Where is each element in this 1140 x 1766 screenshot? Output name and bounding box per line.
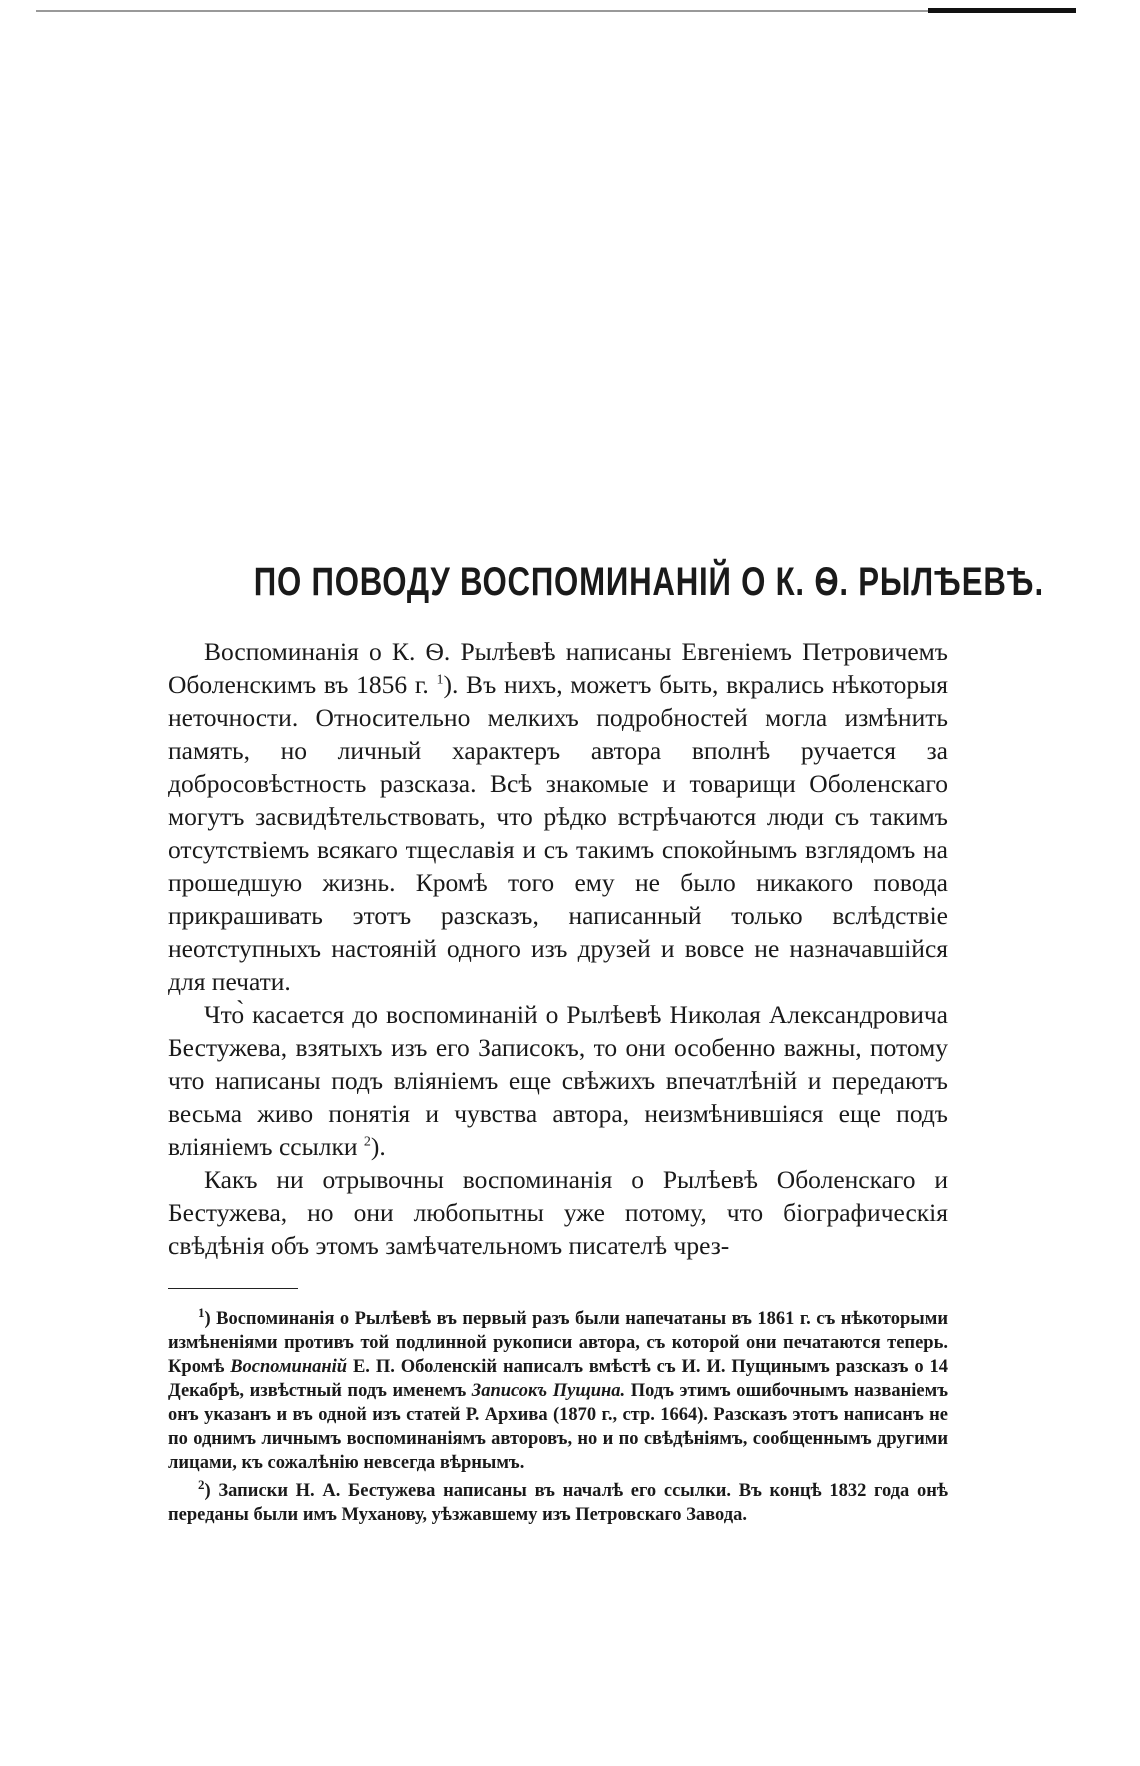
body-text [168,635,948,1262]
paragraph-3-text-a: Какъ ни отрывочны воспоминанія о Рылѣевѣ Оболенскаго и Бестужева, но они любопытны уже потому, что біографическія свѣдѣнія объ этомъ замѣчательномъ писателѣ чрез- [168,1165,948,1260]
page-title: ПО ПОВОДУ ВОСПОМИНАНІЙ О К. Ѳ. РЫЛѢЕВѢ. [253,560,1045,604]
footnote-1-text-b: Е. П. Оболенскій написалъ вмѣстѣ съ И. И. Пущинымъ разсказъ о 14 Декабрѣ, извѣстный подъ именемъ [168,1357,948,1401]
paragraph-2 [168,998,948,1163]
footnote-2-text-a: ) Записки Н. А. Бестужева написаны въ началѣ его ссылки. Въ концѣ 1832 года онѣ переданы были имъ Муханову, уѣзжавшему изъ Петровскаго Завода. [168,1481,948,1525]
footnote-1-italic-2: Записокъ Пущина. [471,1381,626,1401]
footnote-1-text-c: Подъ этимъ ошибочнымъ названіемъ онъ указанъ и въ одной изъ статей Р. Архива (1870 г., стр. 1664). Разсказъ этотъ написанъ не по однимъ личнымъ воспоминаніямъ авторовъ, но и по свѣдѣніямъ, сообщеннымъ другими лицами, къ сожалѣнію невсегда вѣрнымъ. [168,1381,948,1473]
paragraph-1 [168,635,948,998]
paragraph-1-text-a: Воспоминанія о К. Ѳ. Рылѣевѣ написаны Евгеніемъ Петровичемъ Оболенскимъ въ 1856 г. [168,637,948,699]
footnote-1 [168,1304,948,1475]
top-edge-rule [36,10,1076,12]
paragraph-2-text-a: Что̀ касается до воспоминаній о Рылѣевѣ Николая Александровича Бестужева, взятыхъ изъ его Записокъ, то они особенно важны, потому что написаны подъ вліяніемъ еще свѣжихъ впечатлѣній и передаютъ весьма живо понятія и чувства автора, неизмѣнившіяся еще подъ вліяніемъ ссылки [168,1000,948,1161]
footnote-1-italic-1: Воспоминаній [230,1357,348,1377]
footnote-1-mark: 1 [198,1304,205,1320]
footnote-1-text-a: ) Воспоминанія о Рылѣевѣ въ первый разъ были напечатаны въ 1861 г. съ нѣкоторыми измѣненіями противъ той подлинной рукописи автора, съ которой они печатаются теперь. Кромѣ [168,1309,948,1377]
footnote-ref-2[interactable]: 2 [363,1134,371,1150]
page-content [168,560,1045,1531]
paragraph-2-text-b: ). [370,1132,386,1161]
footnote-2-mark: 2 [198,1476,205,1492]
paragraph-1-text-b: ). Въ нихъ, можетъ быть, вкрались нѣкоторыя неточности. Относительно мелкихъ подробностей могла измѣнить память, но личный характеръ автора вполнѣ ручается за добросовѣстность разсказа. Всѣ знакомые и товарищи Оболенскаго могутъ засвидѣтельствовать, что рѣдко встрѣчаются люди съ такимъ отсутствіемъ всякаго тщеславія и съ такимъ спокойнымъ взглядомъ на прошедшую жизнь. Кромѣ того ему не было никакого повода прикрашивать этотъ разсказъ, написанный только вслѣдствіе неотступныхъ настояній одного изъ друзей и вовсе не назначавшійся для печати. [168,670,949,996]
top-edge-bar [928,8,1076,13]
footnote-2 [168,1476,948,1527]
footnote-divider [168,1288,298,1289]
footnotes [168,1304,948,1527]
footnote-ref-1[interactable]: 1 [436,672,444,688]
paragraph-3 [168,1163,948,1262]
